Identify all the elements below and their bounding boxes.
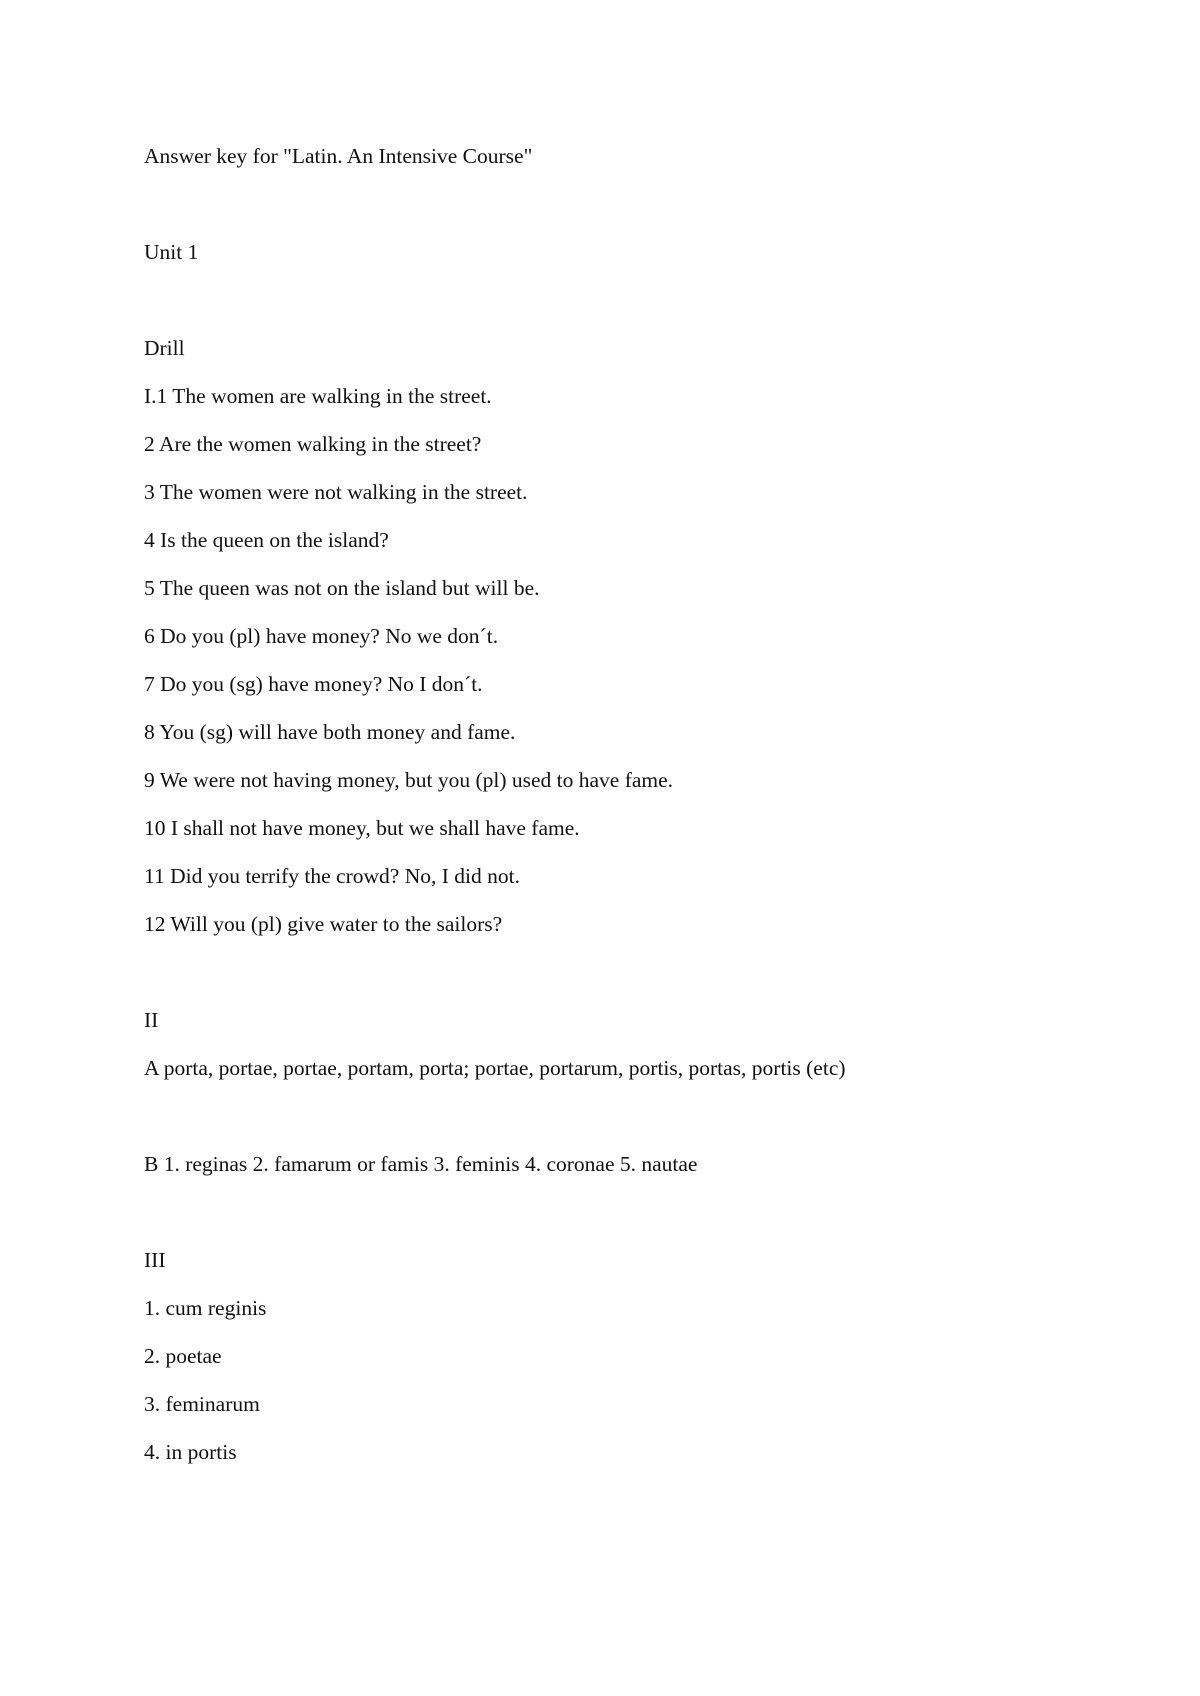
section-3-item: 3. feminarum bbox=[144, 1392, 260, 1416]
section-heading: II bbox=[144, 1008, 159, 1032]
unit-heading: Unit 1 bbox=[144, 240, 199, 264]
drill-item: 6 Do you (pl) have money? No we don´t. bbox=[144, 624, 499, 648]
drill-item: 9 We were not having money, but you (pl) used to have fame. bbox=[144, 768, 674, 792]
blank-line bbox=[144, 1104, 1064, 1152]
drill-item: 3 The women were not walking in the street. bbox=[144, 480, 528, 504]
drill-item: 11 Did you terrify the crowd? No, I did not. bbox=[144, 864, 520, 888]
section-heading: III bbox=[144, 1248, 166, 1272]
section-2-part-b: B 1. reginas 2. famarum or famis 3. feminis 4. coronae 5. nautae bbox=[144, 1152, 698, 1176]
drill-item: 8 You (sg) will have both money and fame. bbox=[144, 720, 516, 744]
drill-heading: Drill bbox=[144, 336, 185, 360]
section-3-item: 1. cum reginis bbox=[144, 1296, 267, 1320]
drill-item: I.1 The women are walking in the street. bbox=[144, 384, 492, 408]
drill-item: 2 Are the women walking in the street? bbox=[144, 432, 482, 456]
section-3-item: 4. in portis bbox=[144, 1440, 237, 1464]
document-title: Answer key for "Latin. An Intensive Course" bbox=[144, 144, 533, 168]
document-body bbox=[144, 144, 1064, 1488]
blank-line bbox=[144, 288, 1064, 336]
section-3-item: 2. poetae bbox=[144, 1344, 222, 1368]
drill-item: 4 Is the queen on the island? bbox=[144, 528, 389, 552]
drill-item: 5 The queen was not on the island but will be. bbox=[144, 576, 540, 600]
drill-item: 12 Will you (pl) give water to the sailors? bbox=[144, 912, 503, 936]
blank-line bbox=[144, 960, 1064, 1008]
blank-line bbox=[144, 1200, 1064, 1248]
drill-item: 10 I shall not have money, but we shall have fame. bbox=[144, 816, 580, 840]
drill-item: 7 Do you (sg) have money? No I don´t. bbox=[144, 672, 483, 696]
section-2-part-a: A porta, portae, portae, portam, porta; portae, portarum, portis, portas, portis (etc) bbox=[144, 1056, 846, 1080]
blank-line bbox=[144, 192, 1064, 240]
